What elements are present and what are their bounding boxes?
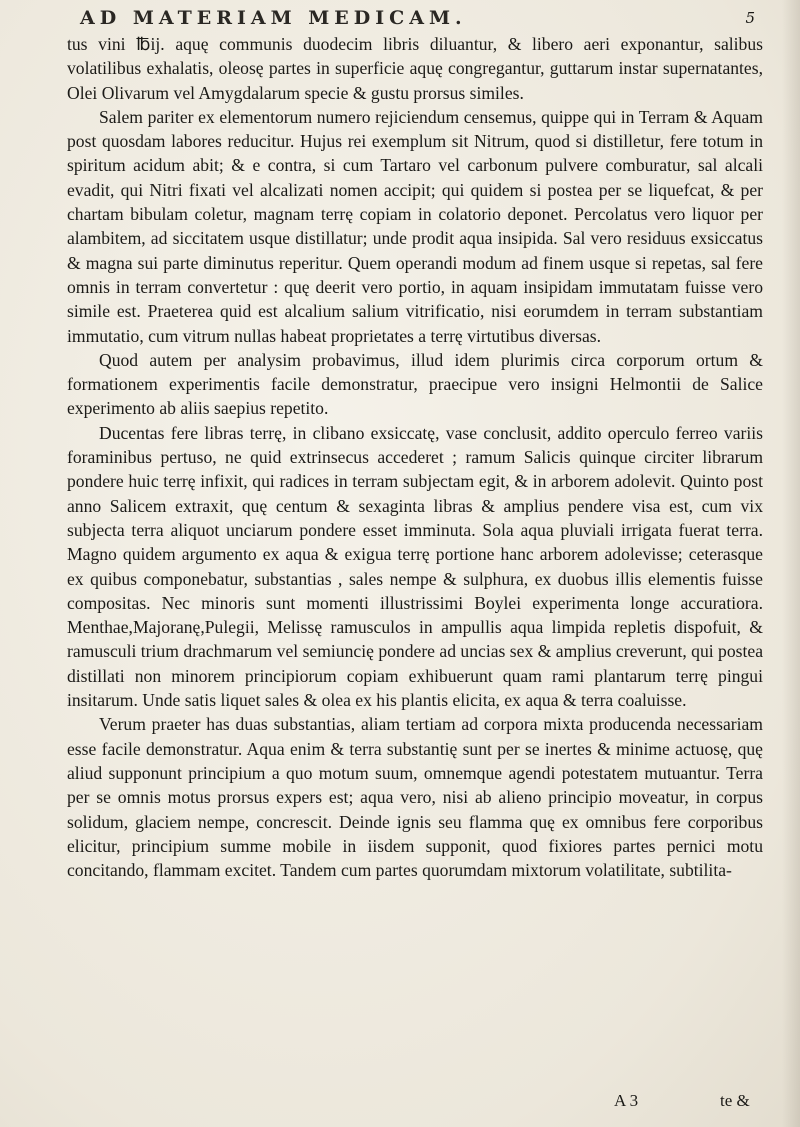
- paragraph-continuation: tus vini ℔ij. aquę communis duodecim libris diluantur, & libero aeri exponantur, salibus volatilibus exhalatis, oleosę partes in superficie aquę congregantur, guttarum instar supernatantes, Olei Olivarum vel Amygdalarum specie & gustu prorsus similes.: [67, 34, 763, 103]
- page-number: 5: [745, 9, 756, 27]
- running-head: AD MATERIAM MEDICAM.: [80, 7, 467, 29]
- page-footer: [0, 1091, 800, 1117]
- page-header: [80, 4, 756, 30]
- paragraph-analysis: Quod autem per analysim probavimus, illud idem plurimis circa corporum ortum & formationem experimentis facile demonstratur, praecipue vero insigni Helmontii de Salice experimento ab aliis saepius repetito.: [67, 349, 763, 419]
- page-edge-shadow: [782, 0, 800, 1127]
- paragraph-willow-experiment: Ducentas fere libras terrę, in clibano exsiccatę, vase conclusit, addito operculo ferreo variis foraminibus pertuso, ne quid extrinsecus accederet ; ramum Salicis quinque circiter librarum pondere huic terrę infixit, qui radices in terram subjectam egit, & in arborem adolevit. Quinto post anno Salicem extraxit, quę centum & sexaginta libras & amplius pendere visa est, cum vix subjecta terra aliquot unciarum pondere esset imminuta. Sola aqua pluviali irrigata fuerat terra. Magno quidem argumento ex aqua & exigua terrę portione hanc arborem adolevisse; ceterasque ex quibus componebatur, substantias , sales nempe & sulphura, ex duobus illis elementis fuisse compositas. Nec minoris sunt momenti illustrissimi Boylei experimenta longe accuratiora. Menthae,Majoranę,Pulegii, Melissę ramusculos in ampullis aqua limpida repletis dispofuit, & ramusculi trium drachmarum vel semiuncię pondere ad uncias sex & amplius creverunt, qui postea distillati non minorem principiorum copiam exhibuerunt quam rami plantarum terrę pingui insitarum. Unde satis liquet sales & olea ex his plantis elicita, ex aqua & terra coaluisse.: [67, 422, 763, 711]
- catchword: te &: [720, 1091, 750, 1110]
- body-text: [67, 32, 763, 882]
- signature-mark: A 3: [614, 1091, 639, 1110]
- paragraph-salt: Salem pariter ex elementorum numero rejiciendum censemus, quippe qui in Terram & Aquam post quosdam labores reducitur. Hujus rei exemplum sit Nitrum, quod si distilletur, fere totum in spiritum acidum abit; & e contra, si cum Tartaro vel carbonum pulvere comburatur, sal alcali evadit, qui Nitri fixati vel alcalizati nomen accipit; qui quidem si postea per se liquefcat, & per chartam bibulam coletur, magnam terrę copiam in colatorio deponet. Percolatus vero liquor per alambitem, ad siccitatem usque distillatur; unde prodit aqua insipida. Sal vero residuus exsiccatus & magna sui parte diminutus reperitur. Quem operandi modum ad finem usque si repetas, sal fere omnis in terram convertetur : quę deerit vero portio, in aquam insipidam immutatam fuisse vero simile est. Praeterea quid est alcalium salium vitrificatio, nisi eorumdem in terram substantiam immutatio, cum vitrum nullas habeat proprietates a terrę virtutibus diversas.: [67, 106, 763, 346]
- paragraph-third-substance: Verum praeter has duas substantias, aliam tertiam ad corpora mixta producenda necessariam esse facile demonstratur. Aqua enim & terra substantię sunt per se inertes & minime actuosę, quę aliud supponunt principium a quo motum suum, omnemque agendi potestatem mutuantur. Terra per se omnis motus prorsus expers est; aqua vero, nisi ab alieno principio moveatur, in corpus solidum, glaciem nempe, concrescit. Deinde ignis seu flamma quę ex omnibus fere corporibus elicitur, principium summe mobile in iisdem supponit, quod fixiores partes pernici motu concitando, flammam excitet. Tandem cum partes quorumdam mixtorum volatilitate, subtilita-: [67, 714, 763, 881]
